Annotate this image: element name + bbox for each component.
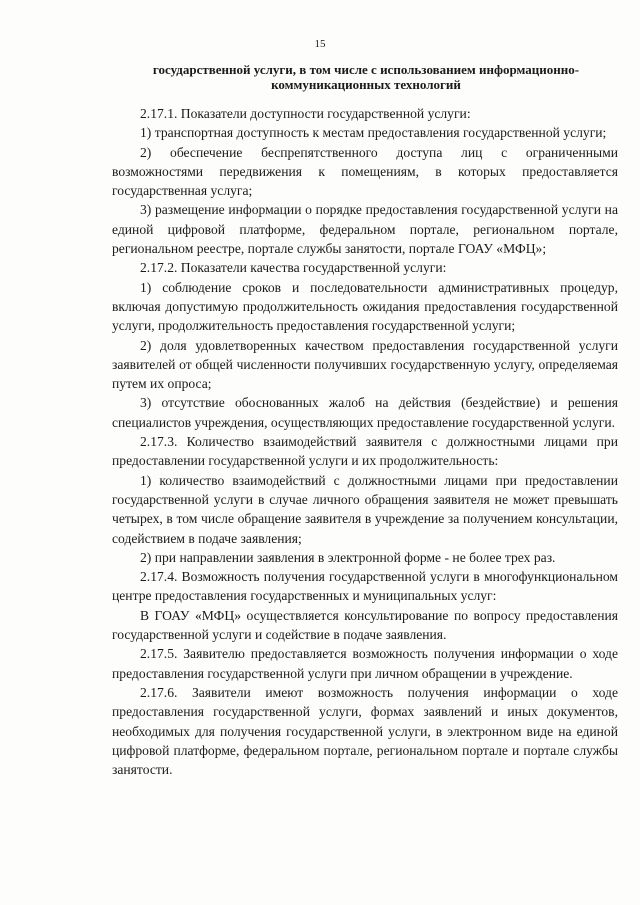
paragraph-2-17-1: 2.17.1. Показатели доступности государственной услуги: — [140, 106, 471, 121]
paragraph-2-17-5: 2.17.5. Заявителю предоставляется возможность получения информации о ходе предоставления государственной услуги при личном обращении в учреждение. — [112, 646, 618, 681]
paragraph-item: 2) доля удовлетворенных качеством предоставления государственной услуги заявителей от общей численности получивших государственную услугу, определяемая путем их опроса; — [112, 337, 618, 392]
paragraph-2-17-2: 2.17.2. Показатели качества государственной услуги: — [140, 260, 447, 276]
paragraph-2-17-4: 2.17.4. Возможность получения государственной услуги в многофункциональном центре предоставления государственных и муниципальных услуг: — [112, 569, 618, 604]
paragraph-item: 1) соблюдение сроков и последовательности административных процедур, включая допустимую продолжительность ожидания предоставления государственной услуги, продолжительность предоставления государственной услуги; — [112, 279, 618, 334]
paragraph-2-17-6: 2.17.6. Заявители имеют возможность получения информации о ходе предоставления государственной услуги, формах заявлений и иных документов, необходимых для получения государственной услуги, в электронном виде на единой цифровой платформе, федеральном портале, региональном портале и портале службы занятости. — [112, 684, 618, 778]
section-heading: государственной услуги, в том числе с использованием информационно-коммуникационных технологий — [152, 62, 580, 92]
paragraph-item: 3) отсутствие обоснованных жалоб на действия (бездействие) и решения специалистов учреждения, осуществляющих предоставление государственной услуги. — [112, 395, 618, 430]
paragraph-item: 3) размещение информации о порядке предоставления государственной услуги на единой цифровой платформе, федеральном портале, региональном портале, региональном реестре, портале службы занятости, портале ГОАУ «МФЦ»; — [112, 202, 618, 257]
paragraph-item: 2) при направлении заявления в электронной форме - не более трех раз. — [140, 549, 556, 565]
document-body — [112, 104, 618, 779]
paragraph-2-17-3: 2.17.3. Количество взаимодействий заявителя с должностными лицами при предоставлении государственной услуги и их продолжительность: — [112, 434, 618, 469]
paragraph-item: В ГОАУ «МФЦ» осуществляется консультирование по вопросу предоставления государственной услуги и содействие в подаче заявления. — [112, 607, 618, 643]
paragraph-item: 1) количество взаимодействий с должностными лицами при предоставлении государственной услуги в случае личного обращения заявителя не может превышать четырех, в том числе обращение заявителя в учреждение за получением консультации, содействием в подаче заявления; — [112, 472, 618, 546]
paragraph-item: 2) обеспечение беспрепятственного доступа лиц с ограниченными возможностями передвижения к помещениям, в которых предоставляется государственная услуга; — [112, 144, 618, 199]
page-number: 15 — [314, 38, 326, 50]
paragraph-item: 1) транспортная доступность к местам предоставления государственной услуги; — [140, 125, 607, 141]
